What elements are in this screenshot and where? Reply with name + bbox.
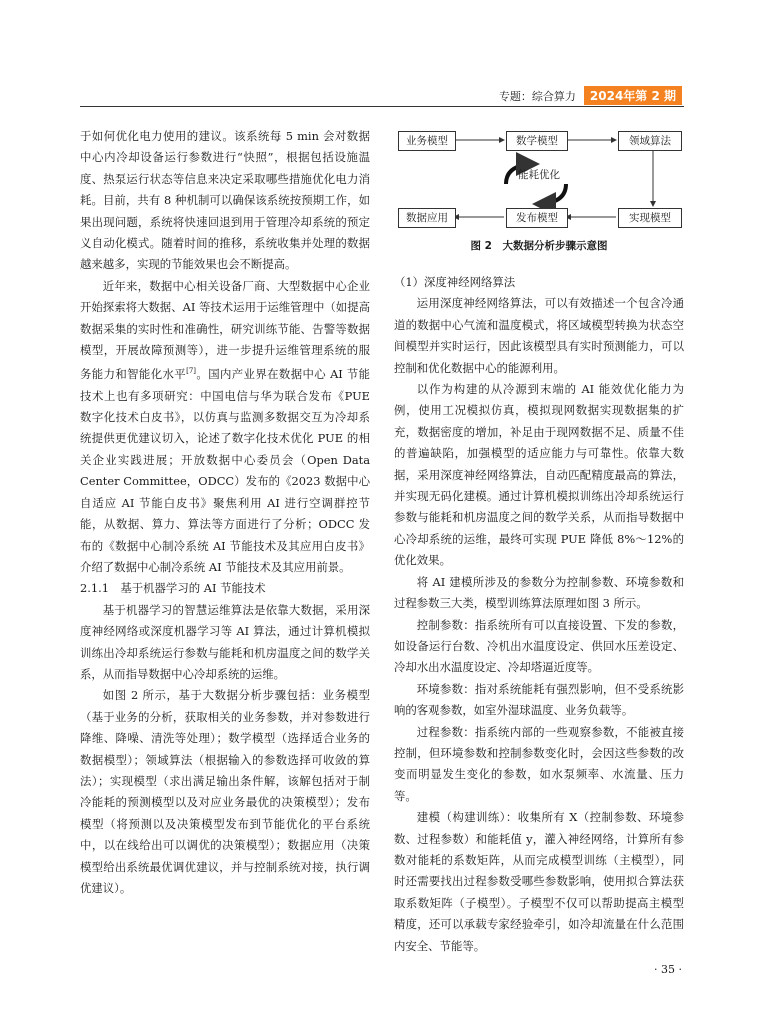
- box-math-model: 数学模型: [506, 131, 568, 151]
- right-paragraph-1: 运用深度神经网络算法，可以有效描述一个包含冷通道的数据中心气流和温度模式，将区域模型转换为状态空间模型并实时运行，因此该模型具有实时预测能力，可以控制和优化数据中心的能源利用。: [394, 296, 684, 375]
- left-paragraph-2: [80, 276, 370, 578]
- right-paragraph-7: 建模（构建训练）：收集所有 X（控制参数、环境参数、过程参数）和能耗值 y，灌入神经网络，计算所有参数对能耗的系数矩阵，从而完成模型训练（主模型），同时还需要找出过程参数受哪些参数影响，使用拟合算法获取系数矩阵（子模型）。子模型不仅可以帮助提高主模型精度，还可以承载专家经验牵引，如冷却流量在什么范围内安全、节能等。: [394, 810, 684, 953]
- cycle-arrow-bottom: [536, 184, 566, 204]
- box-implement-model: 实现模型: [618, 208, 682, 228]
- left-column: [80, 126, 370, 899]
- header-rule: [80, 106, 684, 107]
- citation-7: [7]: [186, 367, 197, 376]
- header-topic: 专题：综合算力: [498, 89, 576, 103]
- page-header: [499, 86, 682, 105]
- subsection-heading-1: （1）深度神经网络算法: [394, 275, 516, 289]
- box-business-model: 业务模型: [398, 131, 456, 151]
- box-domain-algorithm: 领域算法: [618, 131, 682, 151]
- left-paragraph-2-text: 近年来，数据中心相关设备厂商、大型数据中心企业开始探索将大数据、AI 等技术运用于运维管理中（如提高数据采集的实时性和准确性，研究训练节能、告警等数据模型，开展故障预测等），进一步提升运维管理系统的服务能力和智能化水平: [80, 278, 370, 382]
- box-data-application: 数据应用: [398, 208, 456, 228]
- left-paragraph-4: 如图 2 所示，基于大数据分析步骤包括：业务模型（基于业务的分析，获取相关的业务参数，并对参数进行降维、降噪、清洗等处理）；数学模型（选择适合业务的数据模型）；领域算法（根据输入的参数选择可收敛的算法）；实现模型（求出满足输出条件解，该解包括对于制冷能耗的预测模型以及对应业务最优的决策模型）；发布模型（将预测以及决策模型发布到节能优化的平台系统中，以在线给出可以调优的决策模型）；数据应用（决策模型给出系统最优调优建议，并与控制系统对接，执行调优建议）。: [80, 688, 370, 896]
- right-paragraph-3: 将 AI 建模所涉及的参数分为控制参数、环境参数和过程参数三大类，模型训练算法原理如图 3 所示。: [394, 574, 684, 611]
- right-paragraph-4: 控制参数：指系统所有可以直接设置、下发的参数，如设备运行台数、冷机出水温度设定、供回水压差设定、冷却水出水温度设定、冷却塔逼近度等。: [394, 617, 684, 675]
- figure-caption: 图 2 大数据分析步骤示意图: [470, 240, 608, 252]
- box-publish-model: 发布模型: [506, 208, 568, 228]
- left-paragraph-2-text-cont: 。国内产业界在数据中心 AI 节能技术上也有多项研究：中国电信与华为联合发布《PUE 数字化技术白皮书》，以仿真与监测多数据交互为冷却系统提供更优建议切入，论述了数字化技术优化 PUE 的相关企业实践进展；开放数据中心委员会（Open Data Center Committee，ODCC）发布的《2023 数据中心自适应 AI 节能白皮书》聚焦利用 AI 进行空调群控节能，从数据、算力、算法等方面进行了分析；ODCC 发布的《数据中心制冷系统 AI 节能技术及其应用白皮书》介绍了数据中心制冷系统 AI 节能技术及其应用前景。: [80, 367, 370, 574]
- right-paragraph-5: 环境参数：指对系统能耗有强烈影响，但不受系统影响的客观参数，如室外湿球温度、业务负载等。: [394, 681, 684, 718]
- issue-badge: 2024年第 2 期: [584, 86, 682, 105]
- energy-optimization-label: 能耗优化: [518, 169, 560, 181]
- right-paragraph-6: 过程参数：指系统内部的一些观察参数，不能被直接控制，但环境参数和控制参数变化时，会因这些参数的改变而明显发生变化的参数，如水泵频率、水流量、压力等。: [394, 724, 684, 803]
- section-heading-2-1-1: 2.1.1 基于机器学习的 AI 节能技术: [80, 581, 266, 596]
- page-number: · 35 ·: [654, 963, 682, 976]
- left-paragraph-1: 于如何优化电力使用的建议。该系统每 5 min 会对数据中心内冷却设备运行参数进行“快照”，根据包括设施温度、热泵运行状态等信息来决定采取哪些措施优化电力消耗。目前，共有 8 种机制可以确保该系统按预期工作，如果出现问题，系统将快速回退到用于管理冷却系统的预定义自动化模式。随着时间的推移，系统收集并处理的数据越来越多，实现的节能效果也会不断提高。: [80, 129, 370, 272]
- right-paragraph-2: 以作为构建的从冷源到末端的 AI 能效优化能力为例，使用工况模拟仿真，模拟现网数据实现数据集的扩充，数据密度的增加，补足由于现网数据不足、质量不佳的普遍缺陷，加强模型的适应能力与可靠性。依靠大数据，采用深度神经网络算法，自动匹配精度最高的算法，并实现无码化建模。通过计算机模拟训练出冷却系统运行参数与能耗和机房温度之间的数学关系，从而指导数据中心冷却系统的运维，最终可实现 PUE 降低 8%～12%的优化效果。: [394, 382, 684, 568]
- left-paragraph-3: 基于机器学习的智慧运维算法是依靠大数据，采用深度神经网络或深度机器学习等 AI 算法，通过计算机模拟训练出冷却系统运行参数与能耗和机房温度之间的数学关系，从而指导数据中心冷却系统的运维。: [80, 602, 370, 681]
- right-column: [394, 272, 684, 957]
